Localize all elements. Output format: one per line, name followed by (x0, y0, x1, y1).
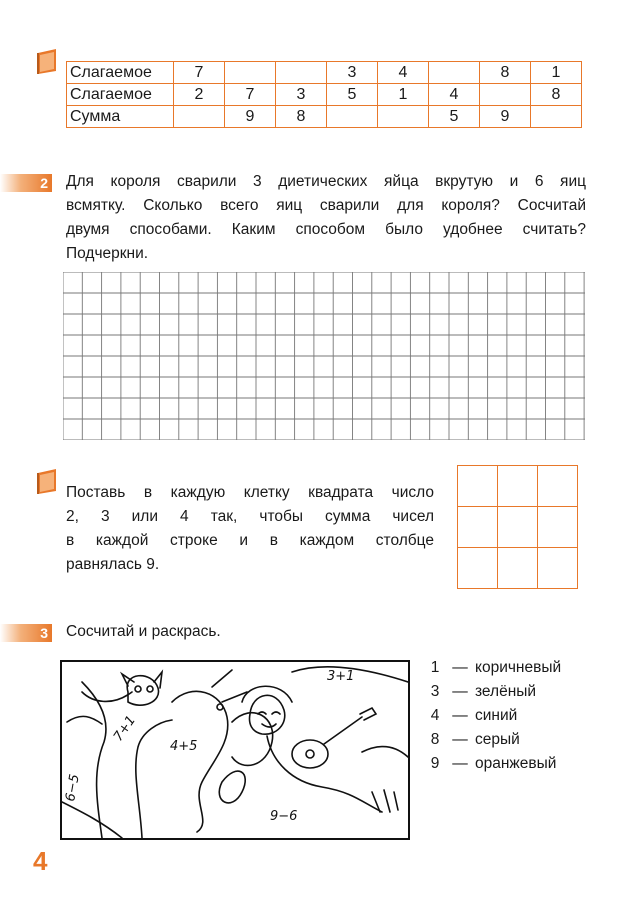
picture-label: 7+1 (110, 713, 140, 745)
picture-label: 9−6 (270, 809, 298, 824)
legend-row (425, 704, 561, 728)
row-label: Сумма (67, 106, 174, 128)
table-cell[interactable] (480, 84, 531, 106)
task3-title: Сосчитай и раскрась. (66, 623, 221, 640)
answer-grid[interactable] (63, 272, 585, 440)
book-icon (36, 467, 60, 495)
legend-dash: — (452, 683, 468, 700)
task2-line: всмятку. Сколько всего яиц сварили для короля? Сосчитай (66, 197, 586, 214)
table-cell: 4 (378, 62, 429, 84)
legend-num: 3 (430, 683, 440, 700)
table-cell[interactable] (225, 62, 276, 84)
square-task-line: равнялась 9. (66, 556, 160, 573)
coloring-illustration (62, 662, 408, 838)
picture-label: 4+5 (170, 739, 198, 754)
task2-line: Подчеркни. (66, 245, 149, 262)
table-cell[interactable] (174, 106, 225, 128)
legend-num: 8 (430, 731, 440, 748)
table-cell: 5 (429, 106, 480, 128)
task-number: 2 (40, 175, 48, 191)
legend-color: синий (475, 707, 518, 724)
table-cell[interactable] (327, 106, 378, 128)
table-cell: 3 (276, 84, 327, 106)
legend-dash: — (452, 659, 468, 676)
table-cell: 8 (480, 62, 531, 84)
square-cell[interactable] (498, 548, 538, 589)
square-cell[interactable] (498, 466, 538, 507)
coloring-picture[interactable] (60, 660, 410, 840)
table-cell: 9 (225, 106, 276, 128)
picture-label: 6−5 (63, 773, 83, 803)
legend-row (425, 752, 561, 776)
table-cell: 7 (225, 84, 276, 106)
square-cell[interactable] (458, 466, 498, 507)
row-label: Слагаемое (67, 62, 174, 84)
legend-color: оранжевый (475, 755, 557, 772)
task-number-badge (0, 174, 52, 192)
table-row (67, 106, 582, 128)
table-cell[interactable] (276, 62, 327, 84)
task-number-badge (0, 624, 52, 642)
legend-color: серый (475, 731, 520, 748)
table-cell[interactable] (378, 106, 429, 128)
table-cell: 2 (174, 84, 225, 106)
table-cell: 1 (531, 62, 582, 84)
magic-square (457, 465, 578, 589)
row-label: Слагаемое (67, 84, 174, 106)
square-cell[interactable] (458, 507, 498, 548)
table-row (67, 62, 582, 84)
table-cell: 9 (480, 106, 531, 128)
legend-num: 4 (430, 707, 440, 724)
task2-line: двумя способами. Каким способом было удобнее считать? (66, 221, 586, 238)
book-icon (36, 47, 60, 75)
square-task-text (66, 481, 434, 577)
task2-line: Для короля сварили 3 диетических яйца вкрутую и 6 яиц (66, 173, 586, 190)
square-task-line: 2, 3 или 4 так, чтобы сумма чисел (66, 508, 434, 525)
square-cell[interactable] (538, 466, 578, 507)
legend-dash: — (452, 707, 468, 724)
legend-row (425, 728, 561, 752)
table-cell: 7 (174, 62, 225, 84)
legend-dash: — (452, 731, 468, 748)
square-task-line: Поставь в каждую клетку квадрата число (66, 484, 434, 501)
legend-num: 9 (430, 755, 440, 772)
table-cell: 1 (378, 84, 429, 106)
square-cell[interactable] (538, 507, 578, 548)
table-cell: 5 (327, 84, 378, 106)
legend-color: коричневый (475, 659, 562, 676)
color-legend (425, 656, 561, 776)
legend-num: 1 (430, 659, 440, 676)
addends-table (66, 61, 582, 128)
square-cell[interactable] (538, 548, 578, 589)
picture-label: 3+1 (327, 669, 355, 684)
legend-row (425, 656, 561, 680)
task-number: 3 (40, 625, 48, 641)
legend-row (425, 680, 561, 704)
table-cell: 4 (429, 84, 480, 106)
legend-color: зелёный (475, 683, 537, 700)
table-cell: 8 (531, 84, 582, 106)
square-task-line: в каждой строке и в каждом столбце (66, 532, 434, 549)
task2-text (66, 170, 586, 266)
page-number: 4 (33, 846, 48, 876)
legend-dash: — (452, 755, 468, 772)
square-cell[interactable] (458, 548, 498, 589)
table-cell: 8 (276, 106, 327, 128)
table-cell[interactable] (429, 62, 480, 84)
table-cell[interactable] (531, 106, 582, 128)
square-cell[interactable] (498, 507, 538, 548)
table-row (67, 84, 582, 106)
table-cell: 3 (327, 62, 378, 84)
